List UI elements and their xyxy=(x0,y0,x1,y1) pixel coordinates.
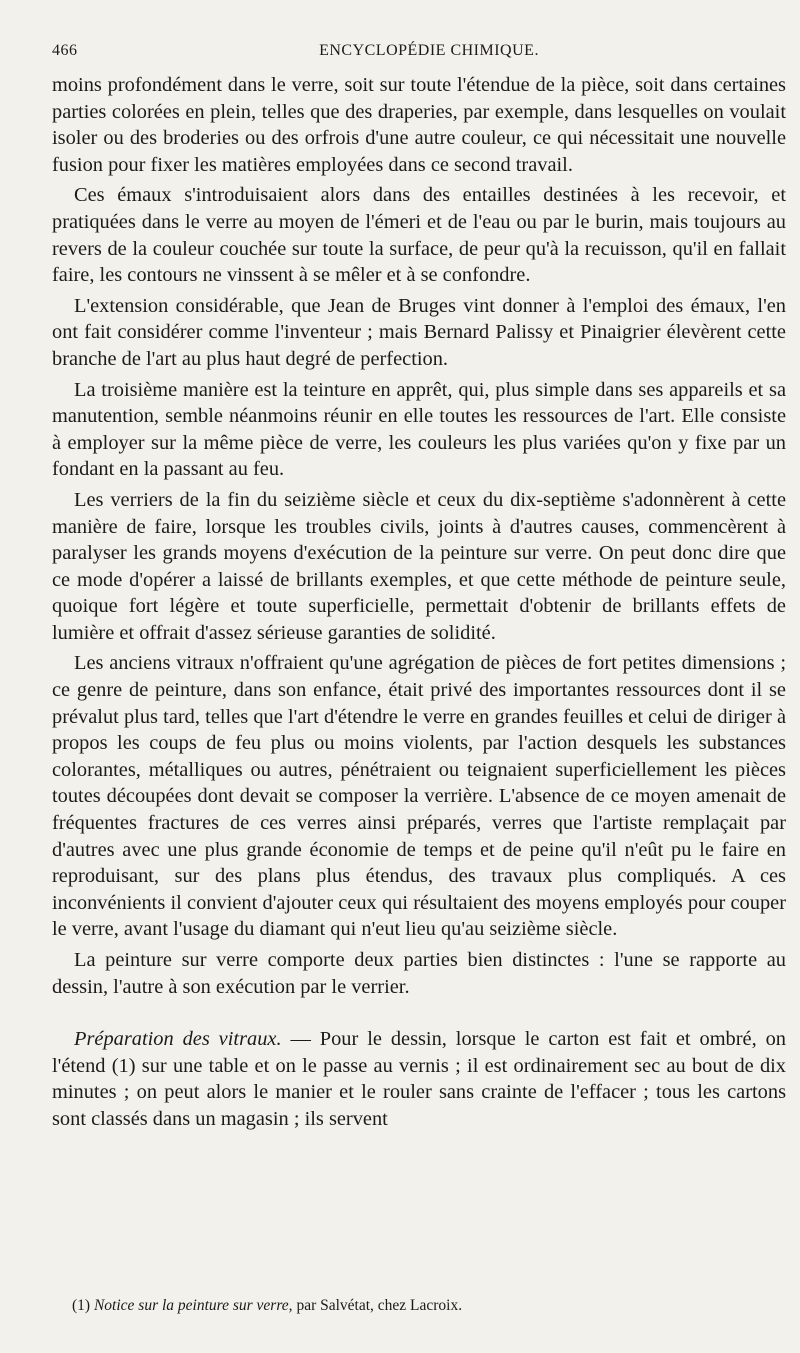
paragraph: Ces émaux s'introduisaient alors dans des entailles destinées à les recevoir, et pratiquées dans le verre au moyen de l'émeri et de l'eau ou par le burin, mais toujours au revers de la couleur couchée sur toute la surface, de peur qu'à la recuisson, qu'il en fallait faire, les contours ne vinssent à se mêler et à se confondre. xyxy=(52,184,786,287)
footnote xyxy=(72,1296,770,1316)
body-text xyxy=(52,72,786,1133)
section-paragraph xyxy=(52,1026,786,1132)
paragraph: moins profondément dans le verre, soit sur toute l'étendue de la pièce, soit dans certaines parties colorées en plein, telles que des draperies, par exemple, dans lesquelles on voulait isoler ou des broderies ou des orfrois d'une autre couleur, ce qui nécessitait une nouvelle fusion pour fixer les matières employées dans ce second travail. xyxy=(52,74,786,176)
section-title: Préparation des vitraux. xyxy=(74,1028,282,1051)
paragraph: La troisième manière est la teinture en apprêt, qui, plus simple dans ses appareils et sa manutention, semble néanmoins réunir en elle toutes les ressources de l'art. Elle consiste à employer sur la même pièce de verre, les couleurs les plus variées qu'on y fixe par un fondant en la passant au feu. xyxy=(52,378,786,481)
footnote-marker: (1) xyxy=(72,1297,91,1314)
paragraph: Les anciens vitraux n'offraient qu'une agrégation de pièces de fort petites dimensions ; ce genre de peinture, dans son enfance, était privé des importantes ressources dont il se prévalut plus tard, telles que l'art d'étendre le verre en grandes feuilles et celui de diriger à propos les coups de feu plus ou moins violents, par l'action desquels les substances colorantes, métalliques ou autres, pénétraient ou teignaient superficiellement les pièces toutes découpées dont devait se composer la verrière. L'absence de ce moyen amenait de fréquentes fractures de ces verres ainsi préparés, verres que l'artiste remplaçait par d'autres avec une plus grande économie de temps et de peine qu'il n'eût pu le faire en reproduisant, sur des plans plus étendus, des travaux plus compliqués. A ces inconvénients il convient d'ajouter ceux qui résultaient des moyens employés pour couper le verre, avant l'usage du diamant qui n'eut lieu qu'au seizième siècle. xyxy=(52,652,786,941)
paragraph: L'extension considérable, que Jean de Bruges vint donner à l'emploi des émaux, l'en ont fait considérer comme l'inventeur ; mais Bernard Palissy et Pinaigrier élevèrent cette branche de l'art au plus haut degré de perfection. xyxy=(52,294,786,370)
paragraph: Les verriers de la fin du seizième siècle et ceux du dix-septième s'adonnèrent à cette manière de faire, lorsque les troubles civils, joints à d'autres causes, commencèrent à paralyser les grands moyens d'exécution de la peinture sur verre. On peut donc dire que ce mode d'opérer a laissé de brillants exemples, et que cette méthode de peinture seule, quoique fort légère et toute superficielle, permettait d'obtenir de brillants effets de lumière et offrait d'assez sérieuse garanties de solidité. xyxy=(52,488,786,644)
page-header xyxy=(52,38,786,72)
footnote-rest: par Salvétat, chez Lacroix. xyxy=(292,1297,463,1314)
section-text: — Pour le dessin, lorsque le carton est fait et ombré, on l'étend (1) sur une table et on le passe au vernis ; il est ordinairement sec au bout de dix minutes ; on peut alors le manier et le rouler sans crainte de l'effacer ; tous les cartons sont classés dans un magasin ; ils servent xyxy=(52,1028,786,1130)
paragraph: La peinture sur verre comporte deux parties bien distinctes : l'une se rapporte au dessin, l'autre à son exécution par le verrier. xyxy=(52,949,786,998)
page-number: 466 xyxy=(52,42,78,59)
running-title: ENCYCLOPÉDIE CHIMIQUE. xyxy=(319,42,539,59)
footnote-title: Notice sur la peinture sur verre, xyxy=(93,1297,293,1314)
